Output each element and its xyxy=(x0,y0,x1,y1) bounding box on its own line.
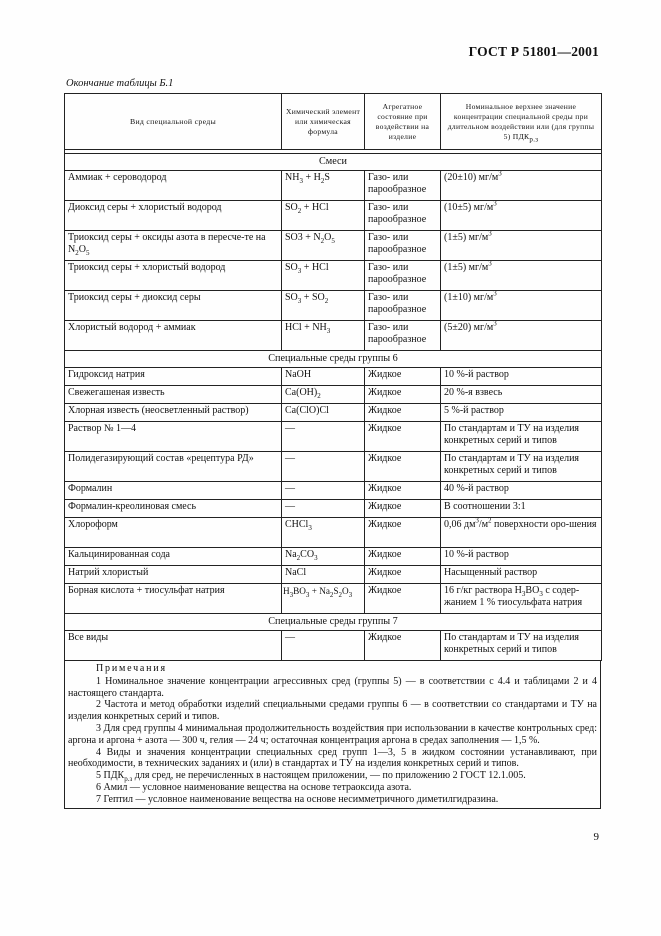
note-5: 5 $ПДК_{р.з}$ для сред, не перечисленных в настоящем приложении, — по приложению 2 ГОСТ 12.1.005. xyxy=(96,770,526,784)
special-media-table xyxy=(64,93,602,661)
state: Жидкое xyxy=(365,452,441,482)
medium-name: Хлорная известь (неосветленный раствор) xyxy=(65,404,282,422)
formula: $SO_3$ + HCl xyxy=(282,261,365,291)
table-row xyxy=(65,518,602,548)
header-concentration: Номинальное верхнее значение концентрации специальной среды при длительном воздействии или (для группы 5) $ПДК_{р.з}$ xyxy=(441,94,602,150)
table-row xyxy=(65,452,602,482)
formula: NaOH xyxy=(282,368,365,386)
medium-name: Полидегазирующий состав «рецептура РД» xyxy=(65,452,282,482)
medium-name: Диоксид серы + хлористый водород xyxy=(65,201,282,231)
table-row xyxy=(65,482,602,500)
table-row xyxy=(65,386,602,404)
table-row xyxy=(65,368,602,386)
formula: — xyxy=(282,500,365,518)
concentration: (1±5) $мг/м^3$ xyxy=(441,261,602,291)
note-7: 7 Гептил — условное наименование вещества на основе несимметричного диметилгидразина. xyxy=(96,793,499,805)
header-state: Агрегатное состояние при воздействии на изделие xyxy=(365,94,441,150)
formula: — xyxy=(282,482,365,500)
medium-name: Все виды xyxy=(65,631,282,661)
formula: Ca(ClO)Cl xyxy=(282,404,365,422)
table-row xyxy=(65,291,602,321)
medium-name: Хлороформ xyxy=(65,518,282,548)
table-row xyxy=(65,261,602,291)
medium-name: Кальцинированная сода xyxy=(65,548,282,566)
table-caption: Окончание таблицы Б.1 xyxy=(66,78,174,89)
state: Газо- или парообразное xyxy=(365,171,441,201)
table-row xyxy=(65,201,602,231)
note-2: 2 Частота и метод обработки изделий специальными средами группы 6 — в соответствии со стандартами и ТУ на изделия конкретных серий и типов. xyxy=(68,699,597,723)
note-4: 4 Виды и значения концентрации специальных сред групп 1—3, 5 в жидком состоянии устанавливают, при необходимости, в технических заданиях и (или) в стандартах и ТУ на изделия конкретных серий и типов. xyxy=(68,746,597,770)
concentration: В соотношении 3:1 xyxy=(441,500,602,518)
notes-heading: Примечания xyxy=(96,663,167,674)
state: Газо- или парообразное xyxy=(365,291,441,321)
document-title: ГОСТ Р 51801—2001 xyxy=(468,44,599,59)
table-row xyxy=(65,548,602,566)
concentration: (20±10) $мг/м^3$ xyxy=(441,171,602,201)
formula: $Na_2CO_3$ xyxy=(282,548,365,566)
table-notes xyxy=(64,661,601,809)
medium-name: Борная кислота + тиосульфат натрия xyxy=(65,584,282,614)
concentration: 5 %-й раствор xyxy=(441,404,602,422)
formula: $SO3 + N_2O_5$ xyxy=(282,231,365,261)
medium-name: Триоксид серы + диоксид серы xyxy=(65,291,282,321)
table-row xyxy=(65,566,602,584)
header-medium-type: Вид специальной среды xyxy=(65,94,282,150)
concentration: 16 г/кг раствора $H_3BO_3$ с содер-жанием 1 % тиосульфата натрия xyxy=(441,584,602,614)
note-3: 3 Для сред группы 4 минимальная продолжительность воздействия при использовании в качестве контрольных сред: аргона и аргона + азота — 300 ч, гелия — 24 ч; остаточная концентрация аргона в средах заполнения — 1,5 %. xyxy=(68,722,597,746)
table-row xyxy=(65,321,602,351)
formula: — xyxy=(282,631,365,661)
formula: HCl + $NH_3$ xyxy=(282,321,365,351)
concentration: 0,06 $дм^3/м^2$ поверхности оро-шения xyxy=(441,518,602,548)
medium-name: Формалин xyxy=(65,482,282,500)
medium-name: Хлористый водород + аммиак xyxy=(65,321,282,351)
concentration: (1±10) $мг/м^3$ xyxy=(441,291,602,321)
note-1: 1 Номинальное значение концентрации агрессивных сред (группы 5) — в соответствии с 4.4 и таблицами 2 и 4 настоящего стандарта. xyxy=(68,675,597,699)
medium-name: Формалин-креолиновая смесь xyxy=(65,500,282,518)
formula: — xyxy=(282,452,365,482)
state: Газо- или парообразное xyxy=(365,201,441,231)
concentration: 20 %-я взвесь xyxy=(441,386,602,404)
state: Жидкое xyxy=(365,422,441,452)
header-formula: Химический элемент или химическая формула xyxy=(282,94,365,150)
note-6: 6 Амил — условное наименование вещества на основе тетраоксида азота. xyxy=(96,781,412,793)
concentration: По стандартам и ТУ на изделия конкретных серий и типов xyxy=(441,452,602,482)
state: Жидкое xyxy=(365,631,441,661)
state: Жидкое xyxy=(365,518,441,548)
state: Жидкое xyxy=(365,404,441,422)
concentration: По стандартам и ТУ на изделия конкретных серий и типов xyxy=(441,422,602,452)
table-row xyxy=(65,584,602,614)
section-title: Специальные среды группы 7 xyxy=(65,614,602,631)
formula: $SO_3 + SO_2$ xyxy=(282,291,365,321)
medium-name: Гидроксид натрия xyxy=(65,368,282,386)
state: Жидкое xyxy=(365,500,441,518)
concentration: Насыщенный раствор xyxy=(441,566,602,584)
medium-name: Аммиак + сероводород xyxy=(65,171,282,201)
concentration: (1±5) $мг/м^3$ xyxy=(441,231,602,261)
section-title: Смеси xyxy=(65,154,602,171)
table-row xyxy=(65,422,602,452)
formula: — xyxy=(282,422,365,452)
concentration: 40 %-й раствор xyxy=(441,482,602,500)
state: Жидкое xyxy=(365,566,441,584)
formula: $NH_3 + H_2S$ xyxy=(282,171,365,201)
state: Газо- или парообразное xyxy=(365,231,441,261)
state: Газо- или парообразное xyxy=(365,261,441,291)
table-row xyxy=(65,631,602,661)
table-row xyxy=(65,231,602,261)
table-row xyxy=(65,500,602,518)
state: Газо- или парообразное xyxy=(365,321,441,351)
concentration: (10±5) $мг/м^3$ xyxy=(441,201,602,231)
medium-name: Триоксид серы + оксиды азота в пересче-те на $N_2O_5$ xyxy=(65,231,282,261)
formula: $H_3BO_3 + Na_2S_2O_3$ xyxy=(282,584,365,614)
state: Жидкое xyxy=(365,482,441,500)
formula: CHCl$_3$ xyxy=(282,518,365,548)
medium-name: Натрий хлористый xyxy=(65,566,282,584)
section-row-group7 xyxy=(65,614,602,631)
section-row-group6 xyxy=(65,351,602,368)
concentration: (5±20) $мг/м^3$ xyxy=(441,321,602,351)
section-row-mixtures xyxy=(65,154,602,171)
state: Жидкое xyxy=(365,368,441,386)
medium-name: Свежегашеная известь xyxy=(65,386,282,404)
table-row xyxy=(65,404,602,422)
concentration: 10 %-й раствор xyxy=(441,548,602,566)
table-row xyxy=(65,171,602,201)
medium-name: Раствор № 1—4 xyxy=(65,422,282,452)
formula: $SO_2$ + HCl xyxy=(282,201,365,231)
state: Жидкое xyxy=(365,584,441,614)
concentration: По стандартам и ТУ на изделия конкретных серий и типов xyxy=(441,631,602,661)
formula: $Ca(OH)_2$ xyxy=(282,386,365,404)
formula: NaCl xyxy=(282,566,365,584)
page-number: 9 xyxy=(593,831,599,843)
section-title: Специальные среды группы 6 xyxy=(65,351,602,368)
table-header-row xyxy=(65,94,602,150)
state: Жидкое xyxy=(365,548,441,566)
medium-name: Триоксид серы + хлористый водород xyxy=(65,261,282,291)
concentration: 10 %-й раствор xyxy=(441,368,602,386)
state: Жидкое xyxy=(365,386,441,404)
